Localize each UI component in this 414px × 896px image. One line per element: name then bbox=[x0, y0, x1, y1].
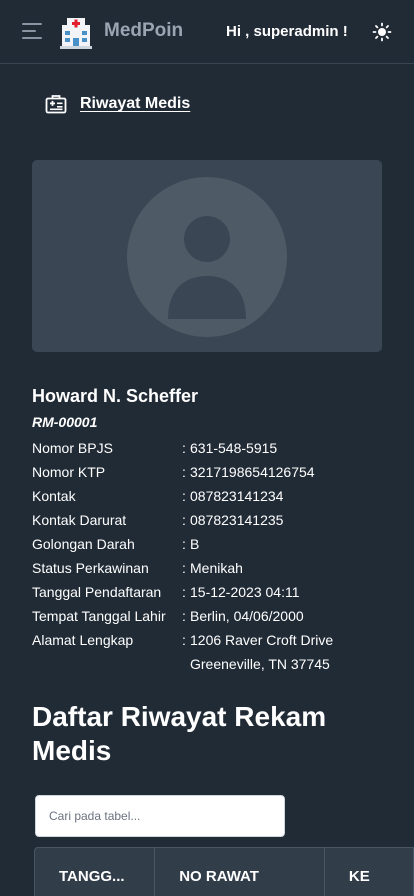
brand-name: MedPoin bbox=[104, 20, 184, 41]
info-value: 631-548-5915 bbox=[190, 440, 278, 456]
info-value: Menikah bbox=[190, 560, 243, 576]
patient-rm-number: RM-00001 bbox=[32, 414, 98, 430]
column-header-third[interactable]: KE bbox=[348, 867, 370, 885]
info-row-golongan-darah bbox=[32, 532, 392, 556]
info-value: B bbox=[190, 536, 200, 552]
info-label: Golongan Darah bbox=[32, 536, 135, 552]
info-colon: : bbox=[182, 584, 186, 600]
records-table-header bbox=[34, 847, 414, 896]
info-value: 087823141235 bbox=[190, 512, 284, 528]
info-colon: : bbox=[182, 488, 186, 504]
info-row-tanggal-pendaftaran bbox=[32, 580, 392, 604]
info-row-ktp bbox=[32, 460, 392, 484]
info-row-kontak bbox=[32, 484, 392, 508]
info-row-alamat-line-2 bbox=[32, 652, 392, 676]
info-label: Kontak bbox=[32, 488, 76, 504]
info-colon: : bbox=[182, 608, 186, 624]
hospital-logo-icon bbox=[60, 15, 92, 49]
info-row-kontak-darurat bbox=[32, 508, 392, 532]
info-label: Nomor KTP bbox=[32, 464, 106, 480]
info-row-tempat-tanggal-lahir bbox=[32, 604, 392, 628]
info-label: Status Perkawinan bbox=[32, 560, 149, 576]
info-colon: : bbox=[182, 464, 186, 480]
info-label bbox=[32, 652, 182, 676]
info-colon: : bbox=[182, 632, 186, 648]
info-colon: : bbox=[182, 512, 186, 528]
user-greeting: Hi , superadmin ! bbox=[226, 23, 348, 40]
info-label: Tanggal Pendaftaran bbox=[32, 584, 162, 600]
column-header-tanggal[interactable]: TANGG... bbox=[35, 848, 155, 896]
table-search-input[interactable] bbox=[35, 795, 285, 837]
avatar-placeholder-icon bbox=[127, 177, 287, 337]
info-value: Greeneville, TN 37745 bbox=[190, 656, 330, 672]
info-row-bpjs bbox=[32, 436, 392, 460]
top-bar bbox=[0, 0, 414, 64]
info-value: Berlin, 04/06/2000 bbox=[190, 608, 304, 624]
info-value: 087823141234 bbox=[190, 488, 284, 504]
sun-icon[interactable] bbox=[372, 22, 392, 42]
info-colon: : bbox=[182, 560, 186, 576]
info-label: Kontak Darurat bbox=[32, 512, 127, 528]
info-value: 15-12-2023 04:11 bbox=[190, 584, 300, 600]
breadcrumb-link-riwayat-medis[interactable]: Riwayat Medis bbox=[80, 95, 191, 112]
medical-record-icon bbox=[45, 94, 67, 114]
menu-icon[interactable] bbox=[22, 23, 42, 41]
breadcrumb bbox=[45, 94, 190, 114]
patient-photo-card bbox=[32, 160, 382, 352]
info-value: 1206 Raver Croft Drive bbox=[190, 632, 334, 648]
info-colon: : bbox=[182, 440, 186, 456]
info-label: Tempat Tanggal Lahir bbox=[32, 608, 166, 624]
info-colon: : bbox=[182, 536, 186, 552]
patient-name: Howard N. Scheffer bbox=[32, 386, 199, 406]
info-value: 3217198654126754 bbox=[190, 464, 315, 480]
info-row-alamat bbox=[32, 628, 392, 652]
info-label: Nomor BPJS bbox=[32, 440, 113, 456]
records-section-title: Daftar Riwayat Rekam Medis bbox=[32, 701, 327, 766]
info-label: Alamat Lengkap bbox=[32, 632, 134, 648]
info-row-status-perkawinan bbox=[32, 556, 392, 580]
info-colon bbox=[182, 652, 190, 676]
patient-info-list bbox=[32, 436, 392, 676]
column-header-no-rawat[interactable]: NO RAWAT bbox=[155, 848, 325, 896]
